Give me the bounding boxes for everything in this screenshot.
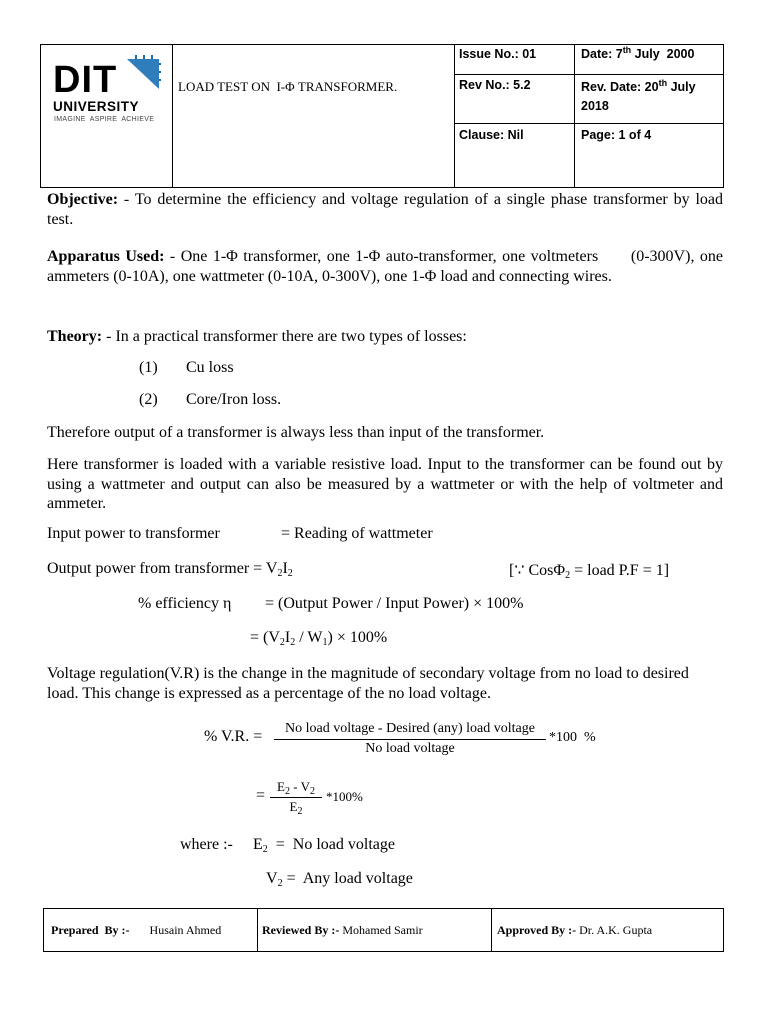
university-logo (51, 53, 165, 133)
header-divider (454, 74, 723, 75)
vr-eq2-numerator: $E_2 - V_2$ (277, 779, 315, 797)
header-divider (454, 45, 455, 187)
output-power-equation: Output power from transformer = $V_2I_2$ (47, 560, 293, 579)
approved-by: Approved By :- Dr. A.K. Gupta (497, 923, 653, 937)
header-divider (454, 123, 723, 124)
efficiency-formula: = (Output Power / Input Power) × 100% (265, 595, 524, 612)
vr-multiplier: *100 % (549, 730, 596, 745)
logo-tagline: IMAGINE ASPIRE ACHIEVE (54, 116, 155, 123)
where-label: where :- (180, 836, 233, 853)
theory-para-1: Therefore output of a transformer is always less than input of the transformer. (47, 424, 545, 441)
prepared-by: Prepared By :- Husain Ahmed (51, 923, 222, 937)
efficiency-formula-2: = $(V_2I_2 / W_1) \times 100\%$ (250, 629, 388, 648)
page-number: Page: 1 of 4 (581, 128, 652, 142)
theory-label: Theory: (47, 328, 103, 345)
clause: Clause: Nil (459, 128, 524, 142)
logo-main-text: DIT (53, 59, 118, 101)
vr-eq2-equals: = (256, 787, 266, 804)
efficiency-label: % efficiency η (138, 595, 232, 612)
objective-paragraph: Objective: - To determine the efficiency and voltage regulation of a single phase transformer by load test. (47, 191, 723, 228)
theory-para-2: Here transformer is loaded with a variable resistive load. Input to the transformer can be found out by using a wattmeter and output can also be measured by a wattmeter or with the help of voltmeter and ammeter. (47, 456, 723, 512)
header-divider (574, 45, 575, 187)
fraction-line (270, 797, 322, 798)
signoff-table (43, 908, 724, 952)
vr-paragraph: Voltage regulation(V.R) is the change in the magnitude of secondary voltage from no load to desired load. This change is expressed as a percentage of the no load voltage. (47, 665, 689, 702)
list-item: (1) Cu loss (139, 359, 234, 376)
footer-divider (257, 909, 258, 951)
document-header-table (40, 44, 724, 188)
v2-definition: $V_2$ = Any load voltage (266, 870, 413, 889)
footer-divider (491, 909, 492, 951)
issue-date: Date: 7th July 2000 (581, 45, 695, 61)
vr-eq2-denominator: $E_2$ (289, 799, 303, 817)
header-divider (172, 45, 173, 187)
vr-numerator: No load voltage - Desired (any) load voltage (285, 721, 535, 736)
document-title: LOAD TEST ON I-Φ TRANSFORMER. (178, 79, 398, 94)
revision-date: Rev. Date: 20th July 2018 (581, 78, 696, 113)
reviewed-by: Reviewed By :- Mohamed Samir (262, 923, 423, 937)
vr-lhs: % V.R. = (204, 728, 263, 745)
apparatus-paragraph: Apparatus Used: - One 1-Φ transformer, one 1-Φ auto-transformer, one voltmeters (0-300V), one ammeters (0-10A), one wattmeter (0-10A, 0-300V), one 1-Φ load and connecting wires. (47, 248, 727, 285)
e2-definition: $E_2 = No$ load voltage (253, 836, 395, 855)
fraction-line (274, 739, 546, 740)
revision-number: Rev No.: 5.2 (459, 78, 531, 92)
logo-sub-text: UNIVERSITY (53, 99, 140, 114)
vr-denominator: No load voltage (365, 741, 455, 756)
theory-paragraph: Theory: - In a practical transformer there are two types of losses: (47, 328, 467, 345)
input-power-label: Input power to transformer (47, 525, 220, 542)
apparatus-label: Apparatus Used: (47, 248, 165, 265)
vr-eq2-multiplier: *100% (326, 789, 363, 804)
list-item: (2) Core/Iron loss. (139, 391, 282, 408)
issue-number: Issue No.: 01 (459, 47, 537, 61)
power-factor-note: [∵ CosΦ$_2$ = load P.F = 1] (509, 562, 670, 581)
input-power-value: = Reading of wattmeter (281, 525, 433, 542)
objective-label: Objective: (47, 191, 119, 208)
